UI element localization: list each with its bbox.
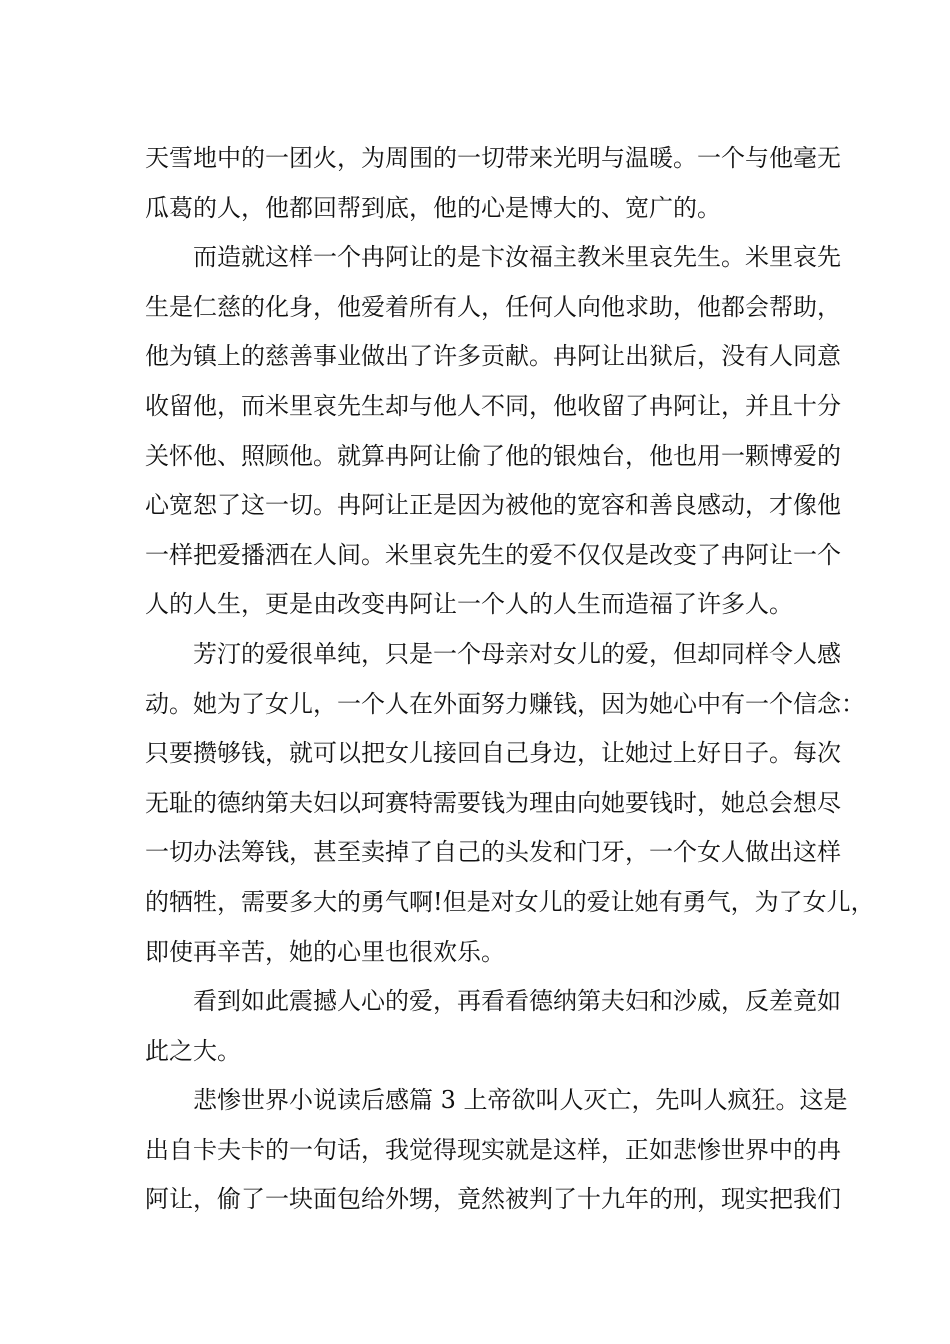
text-line: 动。她为了女儿，一个人在外面努力赚钱，因为她心中有一个信念： [145, 689, 865, 718]
text-line: 即使再辛苦，她的心里也很欢乐。 [145, 937, 505, 966]
text-line: 的牺牲，需要多大的勇气啊!但是对女儿的爱让她有勇气，为了女儿， [145, 887, 875, 916]
body-text [145, 134, 875, 1225]
text-line: 人的人生，更是由改变冉阿让一个人的人生而造福了许多人。 [145, 590, 793, 619]
text-line: 看到如此震撼人心的爱，再看看德纳第夫妇和沙威，反差竟如 [193, 987, 841, 1016]
text-line: 出自卡夫卡的一句话，我觉得现实就是这样，正如悲惨世界中的冉 [145, 1135, 841, 1164]
text-line: 一切办法筹钱，甚至卖掉了自己的头发和门牙，一个女人做出这样 [145, 838, 841, 867]
text-line: 悲惨世界小说读后感篇 3 上帝欲叫人灭亡，先叫人疯狂。这是 [193, 1086, 848, 1115]
text-line: 无耻的德纳第夫妇以珂赛特需要钱为理由向她要钱时，她总会想尽 [145, 788, 841, 817]
text-line: 心宽恕了这一切。冉阿让正是因为被他的宽容和善良感动，才像他 [145, 491, 841, 520]
text-line: 芳汀的爱很单纯，只是一个母亲对女儿的爱，但却同样令人感 [193, 639, 841, 668]
text-line: 他为镇上的慈善事业做出了许多贡献。冉阿让出狱后，没有人同意 [145, 342, 841, 371]
text-line: 天雪地中的一团火，为周围的一切带来光明与温暖。一个与他毫无 [145, 144, 841, 172]
text-line: 生是仁慈的化身，他爱着所有人，任何人向他求助，他都会帮助， [145, 292, 841, 321]
text-line: 一样把爱播洒在人间。米里哀先生的爱不仅仅是改变了冉阿让一个 [145, 540, 841, 569]
text-line: 而造就这样一个冉阿让的是卞汝福主教米里哀先生。米里哀先 [193, 243, 841, 272]
text-line: 瓜葛的人，他都回帮到底，他的心是博大的、宽广的。 [145, 193, 721, 222]
text-line: 关怀他、照顾他。就算冉阿让偷了他的银烛台，他也用一颗博爱的 [145, 441, 841, 470]
text-line: 此之大。 [145, 1036, 241, 1065]
text-line: 阿让，偷了一块面包给外甥，竟然被判了十九年的刑，现实把我们 [145, 1185, 841, 1214]
text-line: 只要攒够钱，就可以把女儿接回自己身边，让她过上好日子。每次 [145, 739, 841, 768]
text-line: 收留他，而米里哀先生却与他人不同，他收留了冉阿让，并且十分 [145, 391, 841, 420]
